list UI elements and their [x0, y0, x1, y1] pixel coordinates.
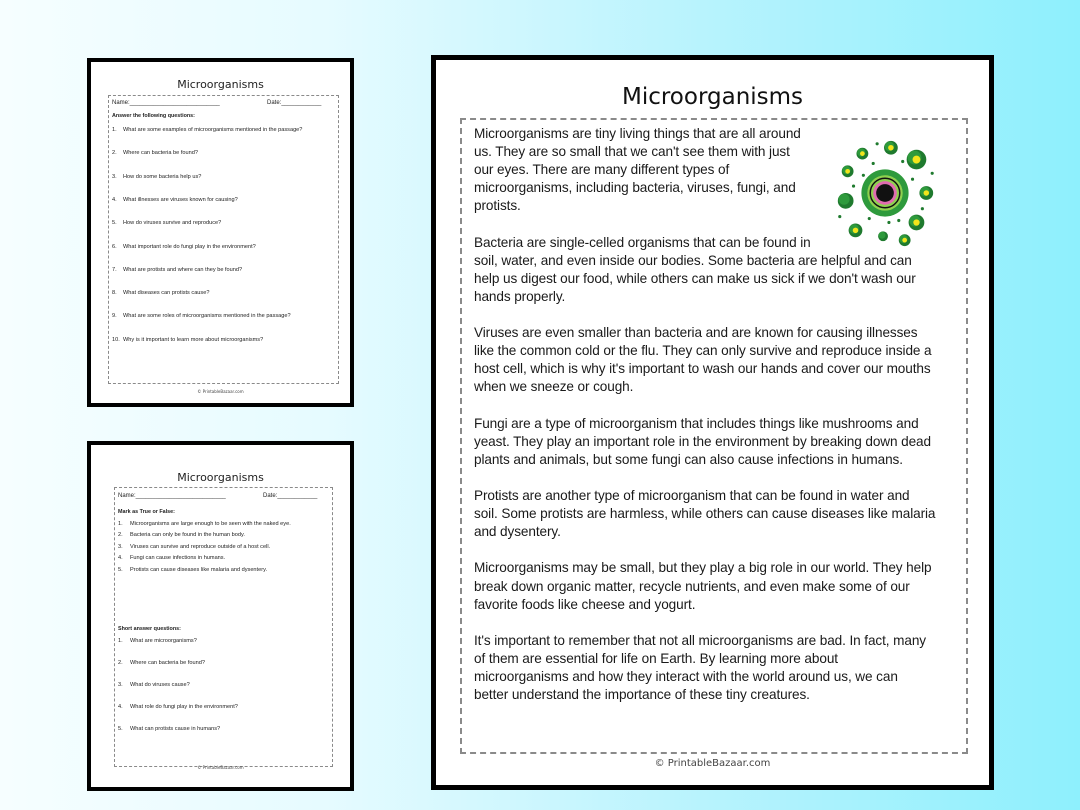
question-text: What are some examples of microorganisms mentioned in the passage?: [123, 127, 303, 133]
question-number: 6.: [112, 243, 117, 250]
name-field: Name:___________________________: [118, 493, 226, 499]
question-text: What illnesses are viruses known for causing?: [123, 196, 238, 203]
passage-line: yeast. They play an important role in the environment by breaking down dead: [474, 433, 931, 449]
question-item: [118, 567, 267, 573]
question-number: 8.: [112, 290, 117, 297]
question-text: What do viruses cause?: [130, 682, 190, 688]
question-item: [112, 220, 221, 226]
passage-line: and dysentery.: [474, 524, 561, 540]
passage-line: help us digest our food, while others can make us sick if we don't wash our: [474, 270, 916, 286]
question-text: What are microorganisms?: [130, 638, 197, 644]
passage-line: Bacteria are single-celled organisms that can be found in: [474, 234, 811, 250]
question-item: [112, 174, 201, 180]
question-text: Bacteria can only be found in the human body.: [130, 532, 245, 539]
question-text: How do viruses survive and reproduce?: [123, 220, 222, 227]
reading-passage-page: [431, 55, 994, 790]
question-number: 1.: [118, 638, 123, 644]
passage-line: soil, water, and even inside our bodies. Some bacteria are helpful and can: [474, 252, 912, 268]
question-text: What diseases can protists cause?: [123, 290, 210, 297]
page-title: Microorganisms: [177, 471, 264, 484]
worksheet-true-false-page: [87, 441, 354, 791]
footer-copyright: © PrintableBazaar.com: [197, 765, 244, 770]
question-item: [112, 313, 291, 319]
question-item: [112, 197, 238, 203]
question-text: Viruses can survive and reproduce outside of a host cell.: [130, 543, 271, 550]
passage-line: our eyes. There are many different types of: [474, 162, 730, 178]
passage-line: Microorganisms may be small, but they play a big role in our world. They help: [474, 560, 932, 576]
question-item: [112, 267, 242, 273]
passage-line: hands properly.: [474, 288, 566, 304]
question-text: What are some roles of microorganisms mentioned in the passage?: [123, 313, 291, 320]
question-number: 9.: [112, 313, 117, 320]
page-title: Microorganisms: [621, 84, 804, 110]
passage-line: when we sneeze or cough.: [474, 379, 634, 395]
question-text: How do some bacteria help us?: [123, 173, 202, 180]
question-text: Microorganisms are large enough to be seen with the naked eye.: [130, 521, 291, 527]
question-number: 1.: [112, 127, 117, 133]
question-number: 7.: [112, 266, 117, 273]
question-number: 2.: [118, 532, 123, 539]
question-text: Fungi can cause infections in humans.: [130, 555, 226, 562]
question-number: 4.: [118, 704, 123, 710]
question-text: Protists can cause diseases like malaria and dysentery.: [130, 566, 268, 573]
question-text: Why is it important to learn more about microorganisms?: [123, 336, 264, 343]
instructions: Answer the following questions:: [112, 113, 195, 119]
footer-copyright: © PrintableBazaar.com: [197, 389, 244, 394]
passage-line: us. They are so small that we can't see them with just: [474, 144, 790, 160]
question-item: [112, 127, 302, 133]
question-item: [112, 150, 198, 156]
passage-line: protists.: [474, 198, 521, 214]
passage-line: microorganisms and how they interact with the world around us, we can: [474, 669, 898, 684]
name-field: Name:___________________________: [112, 100, 220, 106]
question-number: 5.: [118, 566, 123, 573]
microorganisms-illustration-icon: [826, 132, 944, 250]
passage-line: like the common cold or the flu. They can only survive and reproduce inside a: [474, 343, 932, 359]
question-number: 2.: [112, 150, 117, 157]
question-number: 10.: [112, 336, 120, 343]
question-number: 3.: [118, 682, 123, 688]
question-number: 3.: [118, 543, 123, 550]
question-item: [118, 521, 291, 527]
question-item: [118, 555, 225, 561]
content-box: [108, 95, 339, 384]
passage-line: Viruses are even smaller than bacteria and are known for causing illnesses: [474, 325, 918, 341]
question-number: 2.: [118, 660, 123, 666]
question-text: What can protists cause in humans?: [130, 726, 221, 732]
question-number: 4.: [118, 555, 123, 562]
question-text: Where can bacteria be found?: [123, 150, 198, 157]
content-box: [114, 487, 333, 767]
question-number: 5.: [118, 726, 123, 732]
worksheet-questions-page: [87, 58, 354, 407]
passage-line: It's important to remember that not all microorganisms are bad. In fact, many: [474, 632, 926, 648]
question-item: [112, 337, 263, 343]
passage-line: plants and animals, but some fungi can also cause infections in humans.: [474, 451, 903, 467]
question-number: 3.: [112, 173, 117, 180]
passage-line: favorite foods like cheese and yogurt.: [474, 596, 696, 612]
question-text: What are protists and where can they be found?: [123, 266, 243, 273]
question-item: [118, 544, 270, 550]
true-false-heading: Mark as True or False:: [118, 509, 175, 515]
passage-line: of them are essential for life on Earth. By learning more about: [474, 650, 838, 666]
question-item: [112, 244, 256, 250]
question-item: [118, 532, 245, 538]
passage-line: microorganisms, including bacteria, viruses, fungi, and: [474, 180, 796, 196]
question-item: [112, 290, 209, 296]
question-item: [118, 660, 205, 666]
passage-line: soil. Some protists are harmless, while others can cause diseases like malaria: [474, 506, 936, 522]
short-answer-heading: Short answer questions:: [118, 626, 181, 632]
passage-line: host cell, which is why it's important to wash our hands and cover our mouths: [474, 361, 931, 377]
page-title: Microorganisms: [177, 78, 264, 91]
question-number: 1.: [118, 521, 123, 527]
question-number: 4.: [112, 196, 117, 203]
passage-box: [460, 118, 968, 754]
question-text: What role do fungi play in the environment?: [130, 704, 238, 710]
passage-line: better understand the importance of these tiny creatures.: [474, 687, 810, 703]
passage-line: Fungi are a type of microorganism that includes things like mushrooms and: [474, 415, 919, 431]
date-field: Date:____________: [263, 493, 318, 499]
passage-line: Protists are another type of microorganism that can be found in water and: [474, 488, 910, 503]
question-text: Where can bacteria be found?: [130, 660, 205, 666]
question-number: 5.: [112, 220, 117, 227]
footer-copyright: © PrintableBazaar.com: [654, 758, 771, 769]
question-item: [118, 726, 220, 732]
date-field: Date:____________: [267, 100, 322, 106]
question-item: [118, 704, 238, 710]
passage-line: Microorganisms are tiny living things that are all around: [474, 126, 801, 141]
question-item: [118, 638, 197, 644]
passage-line: break down organic matter, recycle nutrients, and even make some of our: [474, 578, 910, 594]
question-text: What important role do fungi play in the environment?: [123, 243, 256, 250]
question-item: [118, 682, 190, 688]
